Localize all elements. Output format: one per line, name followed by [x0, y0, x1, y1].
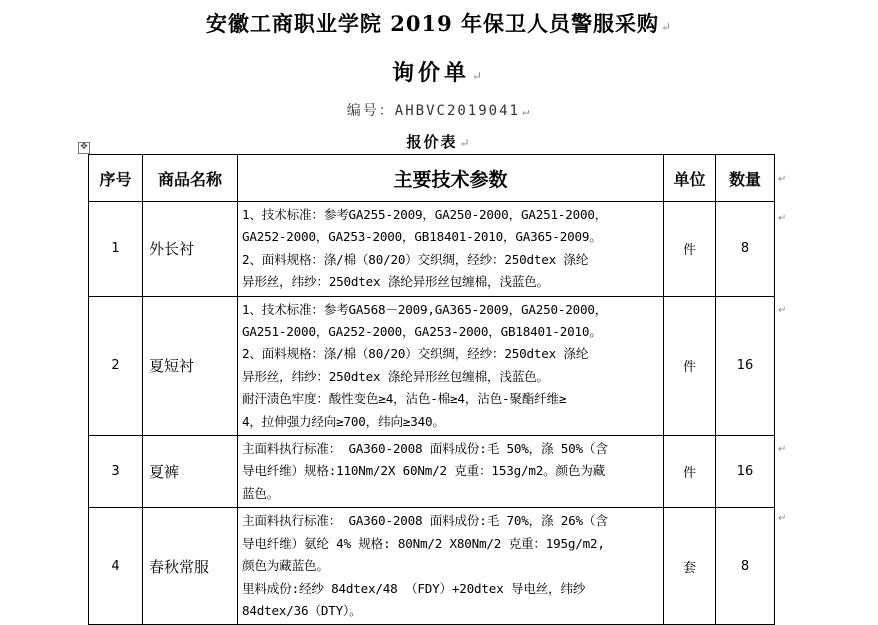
code-line: 编号：AHBVC2019041	[346, 103, 520, 119]
row-unit: 套	[664, 508, 716, 625]
row-name: 春秋常服	[143, 508, 238, 625]
row-name: 夏裤	[143, 436, 238, 508]
row-spec: 主面料执行标准： GA360-2008 面料成份:毛 70%，涤 26%（含 导电纤维）氨纶 4% 规格: 80Nm/2 X80Nm/2 克重：195g/m2, 颜色为藏蓝色。 里料成份:经纱 84dtex/48 （FDY）+20dtex 导电丝，纬纱 84dtex/36（DTY）。	[238, 508, 664, 625]
col-header-unit: 单位	[664, 155, 716, 202]
col-header-spec: 主要技术参数	[238, 155, 664, 202]
row-qty: 8	[716, 508, 775, 625]
row-no: 1	[89, 202, 143, 297]
table-caption	[0, 131, 878, 152]
row-qty: 16	[716, 436, 775, 508]
row-end-mark: ↵	[778, 305, 787, 316]
row-qty: 16	[716, 296, 775, 435]
row-end-mark: ↵	[778, 513, 787, 524]
row-end-mark: ↵	[778, 213, 787, 224]
row-unit: 件	[664, 436, 716, 508]
paragraph-mark: ↵	[661, 20, 673, 34]
paragraph-mark: ↵	[471, 69, 487, 83]
table-move-handle-icon[interactable]: ✥	[78, 142, 90, 154]
document-code	[0, 100, 878, 120]
col-header-qty: 数量	[716, 155, 775, 202]
quote-table	[88, 154, 775, 625]
row-end-mark: ↵	[778, 444, 787, 455]
paragraph-mark: ↵	[521, 104, 532, 118]
table-caption-text: 报价表	[406, 133, 458, 151]
table-row	[89, 202, 775, 297]
row-unit: 件	[664, 202, 716, 297]
col-header-name: 商品名称	[143, 155, 238, 202]
row-unit: 件	[664, 296, 716, 435]
col-header-no: 序号	[89, 155, 143, 202]
paragraph-mark: ↵	[459, 136, 472, 150]
row-name: 外长衬	[143, 202, 238, 297]
table-row	[89, 296, 775, 435]
row-spec: 1、技术标准：参考GA568－2009,GA365-2009，GA250-2000， GA251-2000，GA252-2000，GA253-2000，GB18401-2010。 2、面料规格：涤/棉（80/20）交织绸，经纱：250dtex 涤纶 异形丝，纬纱：250dtex 涤纶异形丝包缠棉，浅蓝色。 耐汗渍色牢度：酸性变色≥4，沾色-棉≥4，沾色-聚酯纤维≥ 4，拉伸强力经向≥700，纬向≥340。	[238, 296, 664, 435]
row-spec: 1、技术标准：参考GA255-2009，GA250-2000，GA251-2000， GA252-2000，GA253-2000，GB18401-2010，GA365-2009。 2、面料规格：涤/棉（80/20）交织绸，经纱：250dtex 涤纶 异形丝，纬纱：250dtex 涤纶异形丝包缠棉，浅蓝色。	[238, 202, 664, 297]
row-spec: 主面料执行标准： GA360-2008 面料成份:毛 50%，涤 50%（含 导电纤维）规格:110Nm/2X 60Nm/2 克重：153g/m2。颜色为藏 蓝色。	[238, 436, 664, 508]
table-row	[89, 436, 775, 508]
table-row	[89, 508, 775, 625]
document-subtitle	[0, 56, 878, 87]
row-name: 夏短衬	[143, 296, 238, 435]
row-qty: 8	[716, 202, 775, 297]
table-header-row	[89, 155, 775, 202]
title-line1: 安徽工商职业学院 2019 年保卫人员警服采购	[205, 11, 659, 36]
row-end-mark: ↵	[778, 174, 787, 185]
document-title	[0, 8, 878, 38]
row-no: 2	[89, 296, 143, 435]
row-no: 4	[89, 508, 143, 625]
title-line2: 询价单	[391, 60, 470, 86]
row-no: 3	[89, 436, 143, 508]
